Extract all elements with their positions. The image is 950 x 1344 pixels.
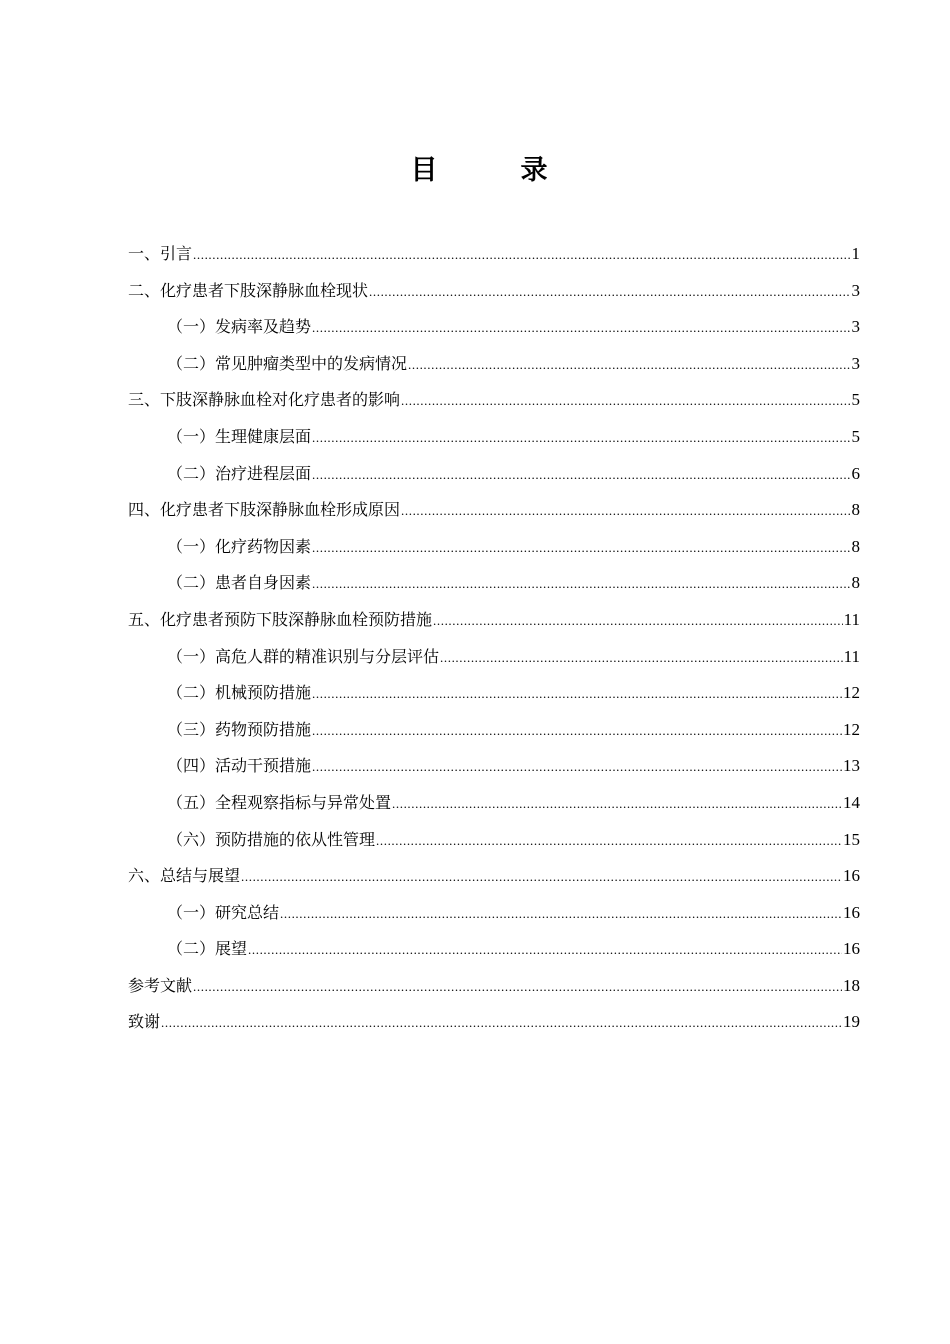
toc-entry-title: （二）患者自身因素	[167, 573, 312, 593]
toc-entry-title: （五）全程观察指标与异常处置	[167, 792, 392, 812]
toc-dot-leader	[401, 493, 850, 530]
toc-entry[interactable]	[128, 346, 860, 383]
toc-dot-leader	[312, 530, 850, 567]
toc-dot-leader	[312, 310, 850, 347]
toc-page-number: 16	[843, 902, 860, 922]
toc-dot-leader	[280, 896, 842, 933]
toc-entry-title: （二）机械预防措施	[167, 683, 312, 703]
toc-entry-title: 致谢	[128, 1012, 161, 1032]
toc-dot-leader	[312, 566, 850, 603]
toc-dot-leader	[369, 274, 850, 311]
toc-entry[interactable]	[128, 529, 860, 566]
toc-dot-leader	[433, 603, 843, 640]
toc-entry-title: 一、引言	[128, 244, 193, 263]
toc-entry[interactable]	[128, 382, 860, 419]
toc-page-number: 8	[851, 536, 860, 556]
toc-dot-leader	[312, 420, 850, 457]
toc-entry-title: 参考文献	[128, 975, 193, 995]
toc-entry[interactable]	[128, 273, 860, 310]
toc-dot-leader	[440, 640, 843, 677]
toc-dot-leader	[241, 859, 842, 896]
toc-page-number: 3	[851, 353, 860, 373]
toc-page-number: 12	[843, 719, 860, 739]
toc-entry[interactable]	[128, 639, 860, 676]
toc-entry-title: 五、化疗患者预防下肢深静脉血栓预防措施	[128, 609, 433, 629]
toc-page-number: 6	[851, 463, 860, 483]
page-title: 目 录	[410, 155, 576, 186]
toc-dot-leader	[401, 383, 850, 420]
toc-entry[interactable]	[128, 785, 860, 822]
toc-entry-title: （六）预防措施的依从性管理	[167, 829, 376, 849]
toc-entry[interactable]	[128, 675, 860, 712]
toc-entry[interactable]	[128, 748, 860, 785]
toc-entry-title: 二、化疗患者下肢深静脉血栓现状	[128, 280, 369, 300]
toc-entry-title: （一）化疗药物因素	[167, 536, 312, 556]
toc-entry-title: （二）展望	[167, 939, 248, 959]
toc-page-number: 11	[843, 646, 860, 666]
toc-page-number: 16	[843, 866, 860, 886]
toc-page-number: 18	[843, 975, 860, 995]
toc-page-number: 5	[851, 426, 860, 446]
toc-entry[interactable]	[128, 565, 860, 602]
toc-entry-title: （四）活动干预措施	[167, 756, 312, 776]
toc-entry-title: （三）药物预防措施	[167, 719, 312, 739]
toc-page-number: 5	[851, 390, 860, 410]
toc-page-number: 3	[851, 317, 860, 337]
toc-entry-title: （二）治疗进程层面	[167, 463, 312, 483]
toc-entry[interactable]	[128, 1004, 860, 1041]
toc-entry-title: 六、总结与展望	[128, 866, 241, 886]
toc-entry[interactable]	[128, 822, 860, 859]
toc-page-number: 1	[851, 244, 860, 263]
toc-entry-title: （一）研究总结	[167, 902, 280, 922]
toc-entry[interactable]	[128, 492, 860, 529]
toc-entry[interactable]	[128, 309, 860, 346]
toc-entry[interactable]	[128, 858, 860, 895]
toc-page-number: 3	[851, 280, 860, 300]
toc-dot-leader	[312, 749, 842, 786]
toc-page-number: 19	[843, 1012, 860, 1032]
toc-entry-title: 四、化疗患者下肢深静脉血栓形成原因	[128, 500, 401, 520]
toc-dot-leader	[248, 932, 842, 969]
toc-dot-leader	[193, 969, 842, 1006]
table-of-contents	[128, 236, 860, 1041]
toc-entry-title: 三、下肢深静脉血栓对化疗患者的影响	[128, 390, 401, 410]
toc-entry[interactable]	[128, 419, 860, 456]
toc-entry-title: （一）发病率及趋势	[167, 317, 312, 337]
toc-entry[interactable]	[128, 456, 860, 493]
toc-dot-leader	[193, 237, 850, 274]
toc-entry[interactable]	[128, 602, 860, 639]
toc-entry-title: （一）高危人群的精准识别与分层评估	[167, 646, 440, 666]
toc-dot-leader	[312, 676, 842, 713]
toc-page-number: 8	[851, 500, 860, 520]
toc-dot-leader	[376, 823, 842, 860]
toc-entry[interactable]	[128, 895, 860, 932]
toc-entry-title: （一）生理健康层面	[167, 426, 312, 446]
toc-entry[interactable]	[128, 931, 860, 968]
toc-dot-leader	[161, 1005, 842, 1042]
toc-page-number: 14	[843, 792, 860, 812]
toc-page-number: 8	[851, 573, 860, 593]
toc-entry-title: （二）常见肿瘤类型中的发病情况	[167, 353, 408, 373]
toc-dot-leader	[392, 786, 842, 823]
toc-dot-leader	[312, 713, 842, 750]
toc-entry[interactable]	[128, 968, 860, 1005]
toc-page-number: 12	[843, 683, 860, 703]
toc-entry[interactable]	[128, 236, 860, 273]
toc-page-number: 16	[843, 939, 860, 959]
toc-page-number: 15	[843, 829, 860, 849]
toc-entry[interactable]	[128, 712, 860, 749]
toc-dot-leader	[408, 347, 850, 384]
toc-page-number: 11	[843, 609, 860, 629]
toc-page-number: 13	[843, 756, 860, 776]
toc-dot-leader	[312, 457, 850, 494]
